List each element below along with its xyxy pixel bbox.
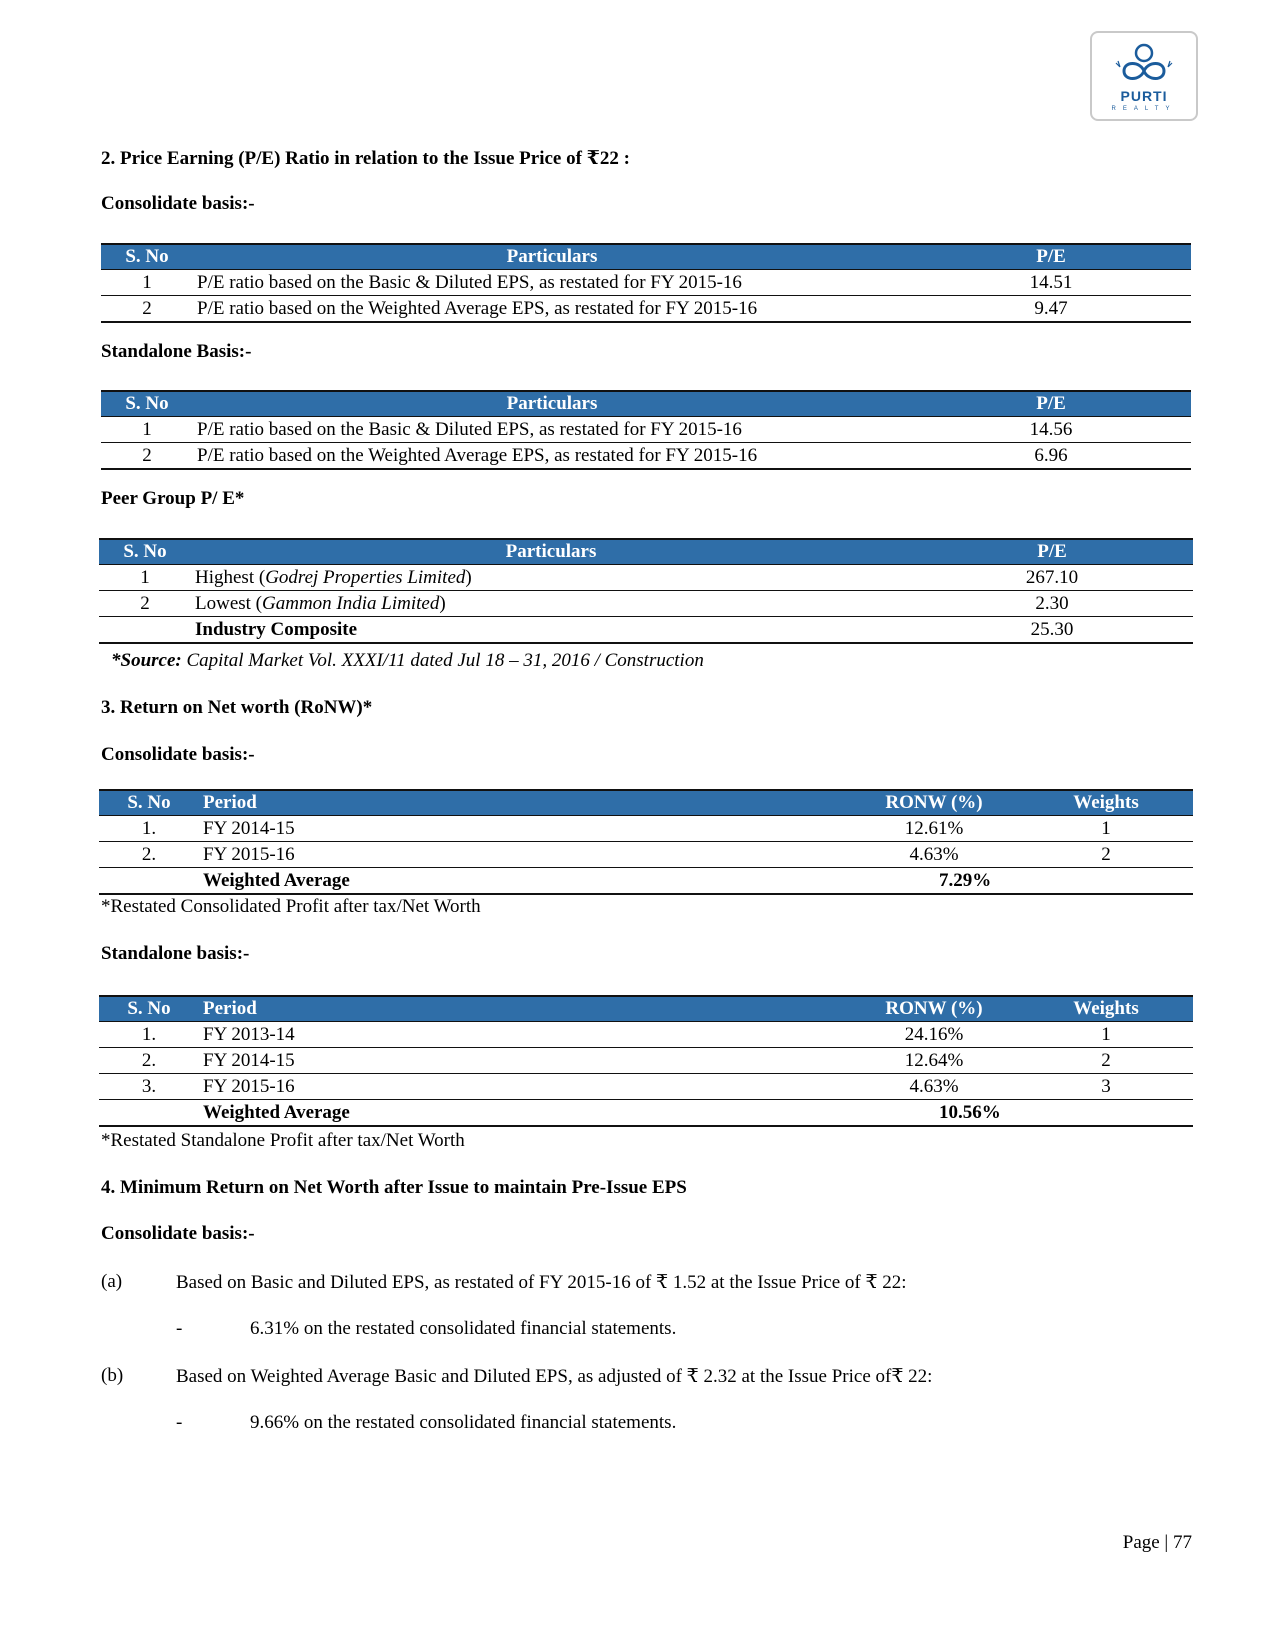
col-header-sno: S. No: [99, 539, 191, 565]
standalone-ronw-note: *Restated Standalone Profit after tax/Net Worth: [101, 1130, 465, 1151]
cell-sno: 2: [101, 443, 193, 470]
cell-weight: 1: [1019, 1022, 1193, 1048]
table-row: [99, 1074, 1193, 1100]
item-marker-b: (b): [101, 1365, 124, 1386]
logo-wordmark: PURTI: [1120, 88, 1168, 104]
peer-company: Gammon India Limited: [262, 593, 440, 614]
cell-pe: 25.30: [911, 617, 1193, 644]
section-4-title: 4. Minimum Return on Net Worth after Issue to maintain Pre-Issue EPS: [101, 1177, 687, 1198]
col-header-particulars: Particulars: [193, 244, 911, 270]
table-row: [99, 816, 1193, 842]
cell-weight: 2: [1019, 842, 1193, 868]
table-header-row: [99, 790, 1193, 816]
col-header-sno: S. No: [99, 790, 199, 816]
company-logo: [1090, 31, 1198, 121]
peer-pe-table: [99, 538, 1193, 644]
cell-ronw: 24.16%: [849, 1022, 1019, 1048]
cell-ronw: 4.63%: [849, 1074, 1019, 1100]
cell-sno: 1.: [99, 1022, 199, 1048]
cell-pe: 14.56: [911, 417, 1191, 443]
cell-particulars: [191, 591, 911, 617]
col-header-period: Period: [199, 790, 849, 816]
cell-sno: 1.: [99, 816, 199, 842]
weighted-average-label: Weighted Average: [199, 868, 849, 895]
source-label: *Source:: [111, 650, 182, 671]
consolidate-min-return-label: Consolidate basis:-: [101, 1223, 255, 1244]
consolidate-pe-table: [101, 243, 1191, 323]
table-row: [99, 565, 1193, 591]
table-row: [99, 842, 1193, 868]
table-row: [101, 270, 1191, 296]
item-marker-a: (a): [101, 1271, 123, 1292]
cell-sno: 2: [99, 591, 191, 617]
table-row: [99, 1048, 1193, 1074]
cell-sno: 1: [99, 565, 191, 591]
item-dash-b: -: [176, 1412, 183, 1433]
cell-sno: 2: [101, 296, 193, 323]
cell-particulars: P/E ratio based on the Weighted Average EPS, as restated for FY 2015-16: [193, 296, 911, 323]
peer-company: Godrej Properties Limited: [265, 567, 466, 588]
col-header-pe: P/E: [911, 539, 1193, 565]
cell-pe: 2.30: [911, 591, 1193, 617]
section-2-title: 2. Price Earning (P/E) Ratio in relation to the Issue Price of ₹22 :: [101, 148, 630, 169]
table-row: [99, 591, 1193, 617]
weighted-average-value: 7.29%: [849, 868, 1193, 895]
cell-particulars: P/E ratio based on the Basic & Diluted EPS, as restated for FY 2015-16: [193, 270, 911, 296]
peer-paren: ): [465, 567, 472, 588]
cell-empty: [99, 1100, 199, 1127]
cell-pe: 6.96: [911, 443, 1191, 470]
source-text: Capital Market Vol. XXXI/11 dated Jul 18 – 31, 2016 / Construction: [181, 650, 704, 671]
cell-particulars: Industry Composite: [191, 617, 911, 644]
cell-pe: 267.10: [911, 565, 1193, 591]
cell-particulars: P/E ratio based on the Weighted Average EPS, as restated for FY 2015-16: [193, 443, 911, 470]
table-row: [99, 617, 1193, 644]
consolidate-ronw-label: Consolidate basis:-: [101, 744, 255, 765]
cell-particulars: P/E ratio based on the Basic & Diluted EPS, as restated for FY 2015-16: [193, 417, 911, 443]
peer-label: Lowest (: [195, 593, 263, 614]
item-text-a: Based on Basic and Diluted EPS, as restated of FY 2015-16 of ₹ 1.52 at the Issue Price of ₹ 22:: [176, 1272, 907, 1293]
table-header-row: [101, 244, 1191, 270]
consolidate-ronw-table: [99, 789, 1193, 895]
standalone-pe-table: [101, 390, 1191, 470]
cell-pe: 14.51: [911, 270, 1191, 296]
cell-period: FY 2015-16: [199, 1074, 849, 1100]
col-header-particulars: Particulars: [193, 391, 911, 417]
col-header-sno: S. No: [101, 244, 193, 270]
cell-sno: 2.: [99, 1048, 199, 1074]
peer-paren: ): [439, 593, 446, 614]
consolidate-ronw-note: *Restated Consolidated Profit after tax/Net Worth: [101, 896, 481, 917]
cell-period: FY 2013-14: [199, 1022, 849, 1048]
table-row: [101, 296, 1191, 323]
table-row: [99, 1022, 1193, 1048]
weighted-average-value: 10.56%: [849, 1100, 1193, 1127]
item-dash-a: -: [176, 1318, 183, 1339]
col-header-ronw: RONW (%): [849, 996, 1019, 1022]
col-header-period: Period: [199, 996, 849, 1022]
logo-subtitle: REALTY: [1111, 106, 1177, 112]
item-text-b: Based on Weighted Average Basic and Diluted EPS, as adjusted of ₹ 2.32 at the Issue Price of₹ 22:: [176, 1366, 933, 1387]
col-header-weights: Weights: [1019, 996, 1193, 1022]
cell-weight: 3: [1019, 1074, 1193, 1100]
weighted-average-label: Weighted Average: [199, 1100, 849, 1127]
peer-label: Highest (: [195, 567, 266, 588]
cell-pe: 9.47: [911, 296, 1191, 323]
table-header-row: [101, 391, 1191, 417]
cell-period: FY 2015-16: [199, 842, 849, 868]
standalone-ronw-label: Standalone basis:-: [101, 943, 250, 964]
consolidate-pe-label: Consolidate basis:-: [101, 193, 255, 214]
col-header-weights: Weights: [1019, 790, 1193, 816]
item-subtext-b: 9.66% on the restated consolidated financial statements.: [250, 1412, 677, 1433]
cell-sno: 2.: [99, 842, 199, 868]
cell-sno: [99, 617, 191, 644]
source-note: [111, 650, 704, 672]
cell-ronw: 12.64%: [849, 1048, 1019, 1074]
cell-sno: 1: [101, 417, 193, 443]
cell-ronw: 4.63%: [849, 842, 1019, 868]
standalone-pe-label: Standalone Basis:-: [101, 341, 252, 362]
table-row: [101, 417, 1191, 443]
col-header-sno: S. No: [101, 391, 193, 417]
cell-sno: 3.: [99, 1074, 199, 1100]
col-header-ronw: RONW (%): [849, 790, 1019, 816]
cell-sno: 1: [101, 270, 193, 296]
col-header-sno: S. No: [99, 996, 199, 1022]
col-header-particulars: Particulars: [191, 539, 911, 565]
cell-period: FY 2014-15: [199, 1048, 849, 1074]
col-header-pe: P/E: [911, 244, 1191, 270]
cell-empty: [99, 868, 199, 895]
col-header-pe: P/E: [911, 391, 1191, 417]
cell-weight: 1: [1019, 816, 1193, 842]
section-3-title: 3. Return on Net worth (RoNW)*: [101, 697, 373, 718]
cell-period: FY 2014-15: [199, 816, 849, 842]
peer-group-label: Peer Group P/ E*: [101, 488, 245, 509]
purti-emblem-icon: [1112, 39, 1176, 89]
table-row: [101, 443, 1191, 470]
cell-weight: 2: [1019, 1048, 1193, 1074]
page-number: Page | 77: [1122, 1532, 1192, 1553]
cell-ronw: 12.61%: [849, 816, 1019, 842]
standalone-ronw-table: [99, 995, 1193, 1127]
cell-particulars: [191, 565, 911, 591]
table-header-row: [99, 539, 1193, 565]
weighted-average-row: [99, 1100, 1193, 1127]
item-subtext-a: 6.31% on the restated consolidated financial statements.: [250, 1318, 677, 1339]
table-header-row: [99, 996, 1193, 1022]
weighted-average-row: [99, 868, 1193, 895]
